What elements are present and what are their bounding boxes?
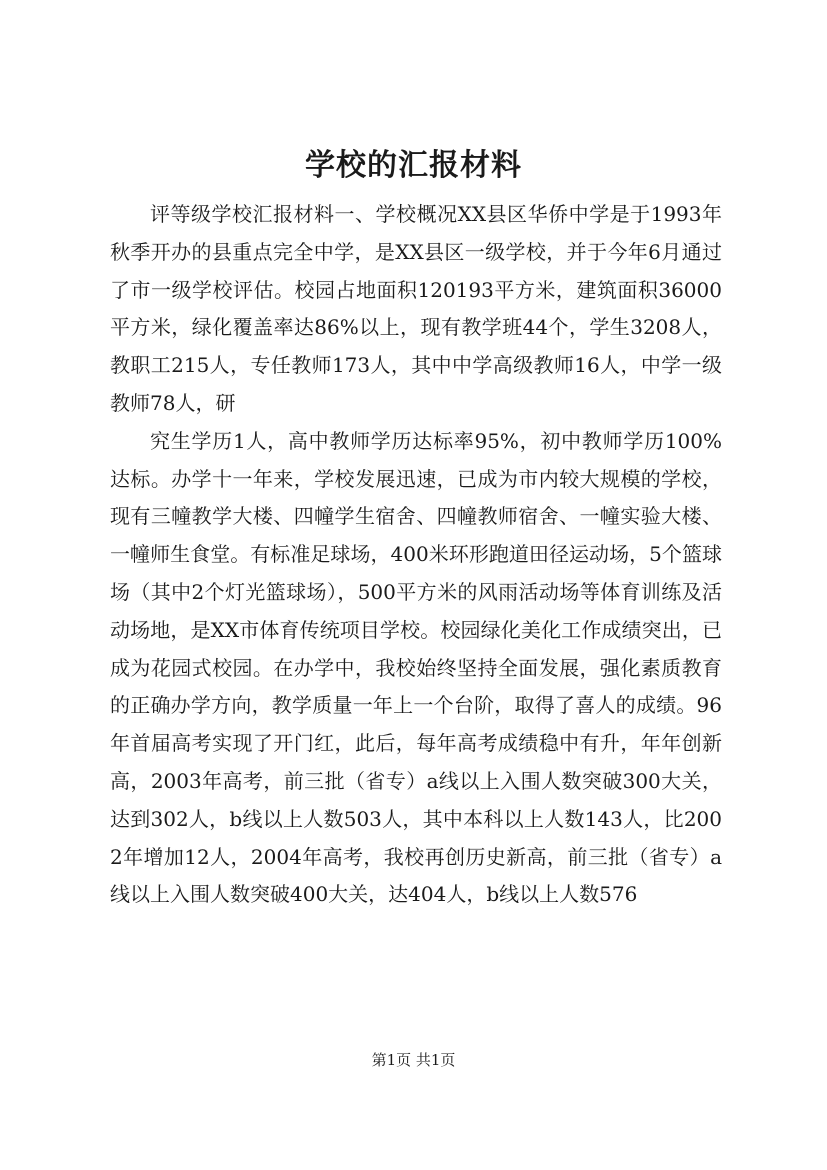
paragraph-1: 评等级学校汇报材料一、学校概况XX县区华侨中学是于1993年秋季开办的县重点完全中学，是XX县区一级学校，并于今年6月通过了市一级学校评估。校园占地面积120193平方米，建筑面积36000平方米，绿化覆盖率达86%以上，现有教学班44个，学生3208人，教职工215人，专任教师173人，其中中学高级教师16人，中学一级教师78人，研 [110, 202, 722, 415]
document-body [110, 196, 722, 914]
document-title: 学校的汇报材料 [305, 148, 522, 183]
paragraph-2: 究生学历1人，高中教师学历达标率95%，初中教师学历100%达标。办学十一年来，学校发展迅速，已成为市内较大规模的学校，现有三幢教学大楼、四幢学生宿舍、四幢教师宿舍、一幢实验大楼、一幢师生食堂。有标准足球场，400米环形跑道田径运动场，5个篮球场（其中2个灯光篮球场），500平方米的风雨活动场等体育训练及活动场地，是XX市体育传统项目学校。校园绿化美化工作成绩突出，已成为花园式校园。在办学中，我校始终坚持全面发展，强化素质教育的正确办学方向，教学质量一年上一个台阶，取得了喜人的成绩。96年首届高考实现了开门红，此后，每年高考成绩稳中有升，年年创新高，2003年高考，前三批（省专）a线以上入围人数突破300大关，达到302人，b线以上人数503人，其中本科以上人数143人，比2002年增加12人，2004年高考，我校再创历史新高，前三批（省专）a线以上入围人数突破400大关，达404人，b线以上人数576 [110, 428, 722, 907]
page-footer: 第1页 共1页 [371, 1051, 456, 1069]
